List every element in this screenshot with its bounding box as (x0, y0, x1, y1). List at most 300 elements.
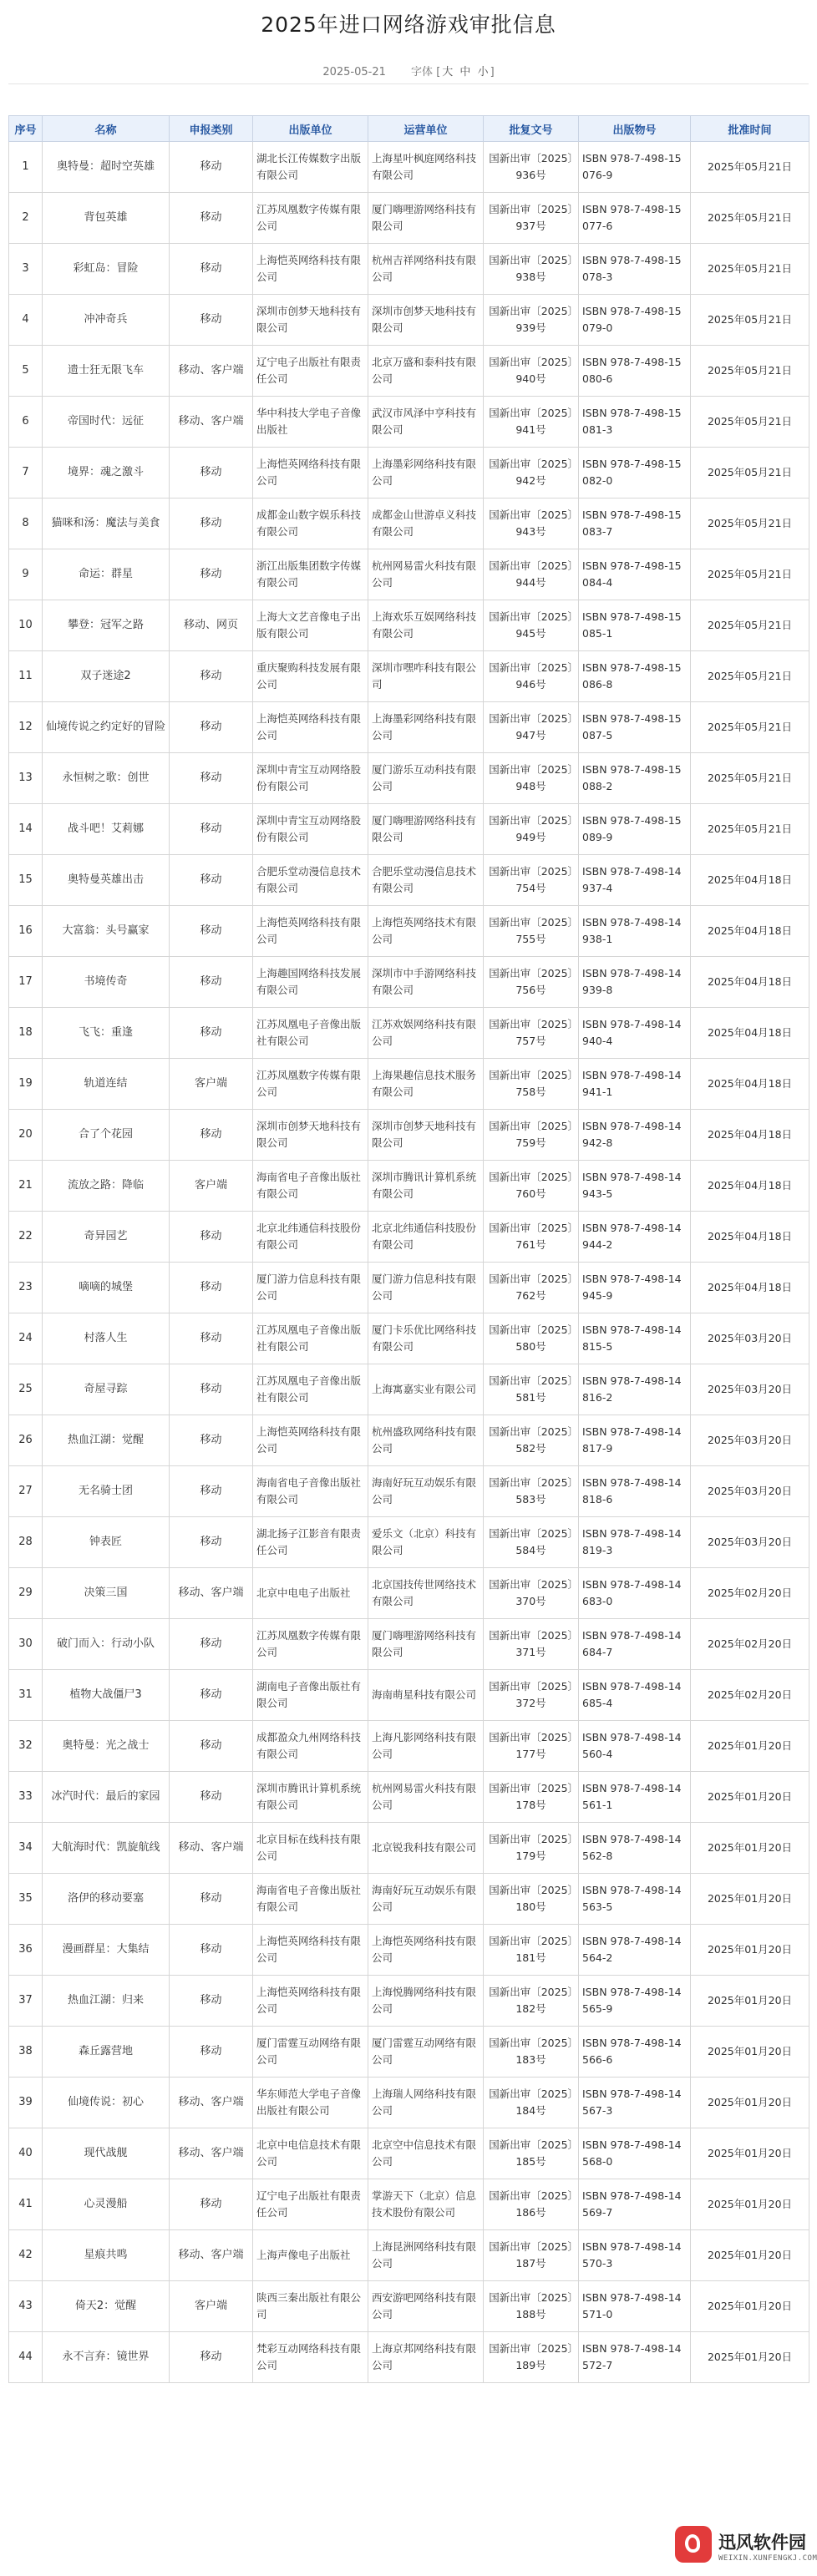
cell-publisher: 上海恺英网络科技有限公司 (253, 702, 368, 753)
cell-category: 移动 (170, 2027, 253, 2078)
cell-name: 奥特曼：光之战士 (43, 1721, 170, 1772)
cell-index: 29 (9, 1568, 43, 1619)
cell-publisher: 深圳中青宝互动网络股份有限公司 (253, 804, 368, 855)
cell-operator: 北京北纬通信科技股份有限公司 (368, 1212, 484, 1263)
cell-name: 飞飞：重逢 (43, 1008, 170, 1059)
cell-category: 移动 (170, 1721, 253, 1772)
cell-index: 15 (9, 855, 43, 906)
cell-category: 移动 (170, 1772, 253, 1823)
table-row (9, 448, 809, 498)
cell-category: 客户端 (170, 1161, 253, 1212)
cell-publisher: 湖北扬子江影音有限责任公司 (253, 1517, 368, 1568)
cell-approval-date: 2025年03月20日 (691, 1415, 809, 1466)
table-row (9, 651, 809, 702)
cell-isbn: ISBN 978-7-498-15079-0 (579, 295, 691, 346)
cell-category: 移动 (170, 906, 253, 957)
cell-approval-no: 国新出审〔2025〕943号 (484, 498, 579, 549)
cell-approval-no: 国新出审〔2025〕760号 (484, 1161, 579, 1212)
cell-approval-date: 2025年01月20日 (691, 2179, 809, 2230)
table-row (9, 1110, 809, 1161)
cell-isbn: ISBN 978-7-498-14816-2 (579, 1364, 691, 1415)
cell-approval-no: 国新出审〔2025〕371号 (484, 1619, 579, 1670)
cell-publisher: 深圳市创梦天地科技有限公司 (253, 1110, 368, 1161)
cell-index: 40 (9, 2128, 43, 2179)
cell-approval-date: 2025年01月20日 (691, 1976, 809, 2027)
cell-name: 冰汽时代：最后的家园 (43, 1772, 170, 1823)
cell-publisher: 海南省电子音像出版社有限公司 (253, 1466, 368, 1517)
cell-operator: 成都金山世游卓义科技有限公司 (368, 498, 484, 549)
cell-isbn: ISBN 978-7-498-14563-5 (579, 1874, 691, 1925)
cell-isbn: ISBN 978-7-498-14817-9 (579, 1415, 691, 1466)
cell-category: 移动 (170, 549, 253, 600)
cell-publisher: 厦门游力信息科技有限公司 (253, 1263, 368, 1313)
cell-isbn: ISBN 978-7-498-15082-0 (579, 448, 691, 498)
cell-approval-date: 2025年04月18日 (691, 1212, 809, 1263)
cell-approval-no: 国新出审〔2025〕942号 (484, 448, 579, 498)
cell-name: 永恒树之歌：创世 (43, 753, 170, 804)
cell-approval-date: 2025年01月20日 (691, 2230, 809, 2281)
cell-approval-no: 国新出审〔2025〕372号 (484, 1670, 579, 1721)
cell-publisher: 上海趣国网络科技发展有限公司 (253, 957, 368, 1008)
cell-isbn: ISBN 978-7-498-15089-9 (579, 804, 691, 855)
cell-publisher: 上海恺英网络科技有限公司 (253, 1976, 368, 2027)
header-col-category: 申报类别 (170, 116, 253, 142)
cell-approval-no: 国新出审〔2025〕181号 (484, 1925, 579, 1976)
cell-name: 仙境传说：初心 (43, 2078, 170, 2128)
cell-publisher: 深圳中青宝互动网络股份有限公司 (253, 753, 368, 804)
table-row (9, 855, 809, 906)
cell-approval-no: 国新出审〔2025〕177号 (484, 1721, 579, 1772)
cell-isbn: ISBN 978-7-498-15086-8 (579, 651, 691, 702)
cell-index: 17 (9, 957, 43, 1008)
cell-name: 双子迷途2 (43, 651, 170, 702)
table-row (9, 1670, 809, 1721)
cell-approval-date: 2025年04月18日 (691, 1161, 809, 1212)
cell-index: 30 (9, 1619, 43, 1670)
table-row (9, 193, 809, 244)
cell-approval-no: 国新出审〔2025〕762号 (484, 1263, 579, 1313)
cell-approval-no: 国新出审〔2025〕370号 (484, 1568, 579, 1619)
cell-approval-no: 国新出审〔2025〕580号 (484, 1313, 579, 1364)
font-size-large-button[interactable]: 大 (442, 66, 454, 78)
publish-date: 2025-05-21 (322, 66, 386, 78)
cell-category: 移动 (170, 498, 253, 549)
table-row (9, 1772, 809, 1823)
cell-category: 移动 (170, 1212, 253, 1263)
site-watermark (672, 2521, 817, 2574)
cell-isbn: ISBN 978-7-498-14566-6 (579, 2027, 691, 2078)
cell-approval-no: 国新出审〔2025〕180号 (484, 1874, 579, 1925)
cell-approval-no: 国新出审〔2025〕937号 (484, 193, 579, 244)
cell-name: 攀登：冠军之路 (43, 600, 170, 651)
table-row (9, 1313, 809, 1364)
header-col-approval-no: 批复文号 (484, 116, 579, 142)
cell-publisher: 北京北纬通信科技股份有限公司 (253, 1212, 368, 1263)
cell-index: 26 (9, 1415, 43, 1466)
cell-operator: 掌游天下（北京）信息技术股份有限公司 (368, 2179, 484, 2230)
cell-category: 移动 (170, 295, 253, 346)
cell-publisher: 深圳市腾讯计算机系统有限公司 (253, 1772, 368, 1823)
cell-approval-date: 2025年04月18日 (691, 855, 809, 906)
cell-approval-date: 2025年05月21日 (691, 702, 809, 753)
cell-index: 35 (9, 1874, 43, 1925)
cell-operator: 北京万盛和泰科技有限公司 (368, 346, 484, 397)
cell-name: 奇屋寻踪 (43, 1364, 170, 1415)
cell-operator: 厦门卡乐优比网络科技有限公司 (368, 1313, 484, 1364)
font-size-small-button[interactable]: 小 (477, 66, 489, 78)
cell-isbn: ISBN 978-7-498-14568-0 (579, 2128, 691, 2179)
cell-index: 6 (9, 397, 43, 448)
cell-index: 9 (9, 549, 43, 600)
cell-publisher: 深圳市创梦天地科技有限公司 (253, 295, 368, 346)
cell-category: 移动 (170, 1364, 253, 1415)
approval-table (8, 115, 809, 2383)
cell-isbn: ISBN 978-7-498-14560-4 (579, 1721, 691, 1772)
cell-category: 移动 (170, 1670, 253, 1721)
cell-index: 43 (9, 2281, 43, 2332)
cell-approval-no: 国新出审〔2025〕754号 (484, 855, 579, 906)
cell-category: 移动 (170, 448, 253, 498)
cell-approval-date: 2025年01月20日 (691, 2027, 809, 2078)
cell-name: 无名骑士团 (43, 1466, 170, 1517)
cell-name: 书境传奇 (43, 957, 170, 1008)
cell-publisher: 海南省电子音像出版社有限公司 (253, 1161, 368, 1212)
cell-index: 20 (9, 1110, 43, 1161)
cell-isbn: ISBN 978-7-498-15088-2 (579, 753, 691, 804)
table-row (9, 2332, 809, 2383)
cell-index: 3 (9, 244, 43, 295)
cell-category: 移动 (170, 1008, 253, 1059)
cell-index: 13 (9, 753, 43, 804)
cell-operator: 北京国技传世网络技术有限公司 (368, 1568, 484, 1619)
table-row (9, 142, 809, 193)
cell-name: 猫咪和汤：魔法与美食 (43, 498, 170, 549)
cell-category: 移动 (170, 1110, 253, 1161)
cell-category: 移动 (170, 753, 253, 804)
cell-operator: 杭州网易雷火科技有限公司 (368, 1772, 484, 1823)
table-header-row (9, 116, 809, 142)
cell-publisher: 成都金山数字娱乐科技有限公司 (253, 498, 368, 549)
cell-approval-no: 国新出审〔2025〕948号 (484, 753, 579, 804)
cell-publisher: 合肥乐堂动漫信息技术有限公司 (253, 855, 368, 906)
cell-publisher: 上海大文艺音像电子出版有限公司 (253, 600, 368, 651)
table-row (9, 957, 809, 1008)
cell-isbn: ISBN 978-7-498-15077-6 (579, 193, 691, 244)
cell-index: 44 (9, 2332, 43, 2383)
cell-approval-date: 2025年05月21日 (691, 193, 809, 244)
cell-isbn: ISBN 978-7-498-14683-0 (579, 1568, 691, 1619)
cell-category: 移动、客户端 (170, 2128, 253, 2179)
cell-publisher: 辽宁电子出版社有限责任公司 (253, 346, 368, 397)
cell-name: 钟表匠 (43, 1517, 170, 1568)
font-size-bracket-open: [ (436, 66, 441, 78)
table-row (9, 753, 809, 804)
font-size-label: 字体 (411, 66, 434, 78)
cell-index: 34 (9, 1823, 43, 1874)
cell-index: 25 (9, 1364, 43, 1415)
cell-name: 村落人生 (43, 1313, 170, 1364)
cell-approval-no: 国新出审〔2025〕186号 (484, 2179, 579, 2230)
cell-index: 41 (9, 2179, 43, 2230)
cell-index: 36 (9, 1925, 43, 1976)
cell-name: 仙境传说之约定好的冒险 (43, 702, 170, 753)
cell-category: 移动 (170, 957, 253, 1008)
cell-isbn: ISBN 978-7-498-14943-5 (579, 1161, 691, 1212)
table-row (9, 2128, 809, 2179)
cell-approval-no: 国新出审〔2025〕182号 (484, 1976, 579, 2027)
cell-operator: 厦门游力信息科技有限公司 (368, 1263, 484, 1313)
cell-category: 移动 (170, 193, 253, 244)
cell-operator: 深圳市中手游网络科技有限公司 (368, 957, 484, 1008)
cell-publisher: 华东师范大学电子音像出版社有限公司 (253, 2078, 368, 2128)
cell-approval-date: 2025年05月21日 (691, 600, 809, 651)
cell-category: 移动 (170, 244, 253, 295)
cell-publisher: 江苏凤凰电子音像出版社有限公司 (253, 1008, 368, 1059)
cell-approval-no: 国新出审〔2025〕188号 (484, 2281, 579, 2332)
cell-index: 33 (9, 1772, 43, 1823)
cell-approval-no: 国新出审〔2025〕939号 (484, 295, 579, 346)
cell-name: 流放之路：降临 (43, 1161, 170, 1212)
cell-name: 嘀嘀的城堡 (43, 1263, 170, 1313)
header-col-approval-date: 批准时间 (691, 116, 809, 142)
cell-isbn: ISBN 978-7-498-14818-6 (579, 1466, 691, 1517)
cell-isbn: ISBN 978-7-498-15081-3 (579, 397, 691, 448)
cell-publisher: 辽宁电子出版社有限责任公司 (253, 2179, 368, 2230)
cell-index: 24 (9, 1313, 43, 1364)
cell-name: 遗士狂无限飞车 (43, 346, 170, 397)
cell-approval-no: 国新出审〔2025〕938号 (484, 244, 579, 295)
cell-approval-no: 国新出审〔2025〕936号 (484, 142, 579, 193)
cell-operator: 厦门嗨哩游网络科技有限公司 (368, 193, 484, 244)
cell-publisher: 江苏凤凰数字传媒有限公司 (253, 193, 368, 244)
cell-index: 4 (9, 295, 43, 346)
cell-operator: 西安游吧网络科技有限公司 (368, 2281, 484, 2332)
cell-operator: 杭州吉祥网络科技有限公司 (368, 244, 484, 295)
cell-isbn: ISBN 978-7-498-14939-8 (579, 957, 691, 1008)
cell-approval-no: 国新出审〔2025〕189号 (484, 2332, 579, 2383)
cell-operator: 深圳市腾讯计算机系统有限公司 (368, 1161, 484, 1212)
cell-publisher: 海南省电子音像出版社有限公司 (253, 1874, 368, 1925)
cell-isbn: ISBN 978-7-498-14565-9 (579, 1976, 691, 2027)
cell-publisher: 湖南电子音像出版社有限公司 (253, 1670, 368, 1721)
cell-isbn: ISBN 978-7-498-14938-1 (579, 906, 691, 957)
cell-publisher: 江苏凤凰电子音像出版社有限公司 (253, 1313, 368, 1364)
cell-index: 42 (9, 2230, 43, 2281)
cell-approval-no: 国新出审〔2025〕949号 (484, 804, 579, 855)
cell-operator: 上海寓嘉实业有限公司 (368, 1364, 484, 1415)
header-col-isbn: 出版物号 (579, 116, 691, 142)
cell-category: 移动 (170, 2179, 253, 2230)
cell-category: 客户端 (170, 1059, 253, 1110)
table-row (9, 1161, 809, 1212)
cell-approval-no: 国新出审〔2025〕757号 (484, 1008, 579, 1059)
cell-operator: 上海果趣信息技术服务有限公司 (368, 1059, 484, 1110)
cell-approval-no: 国新出审〔2025〕583号 (484, 1466, 579, 1517)
cell-operator: 上海瑞人网络科技有限公司 (368, 2078, 484, 2128)
cell-approval-no: 国新出审〔2025〕187号 (484, 2230, 579, 2281)
header-col-index: 序号 (9, 116, 43, 142)
cell-index: 1 (9, 142, 43, 193)
cell-approval-no: 国新出审〔2025〕940号 (484, 346, 579, 397)
cell-publisher: 湖北长江传媒数字出版有限公司 (253, 142, 368, 193)
table-row (9, 804, 809, 855)
cell-publisher: 江苏凤凰数字传媒有限公司 (253, 1619, 368, 1670)
table-row (9, 1059, 809, 1110)
table-row (9, 1874, 809, 1925)
cell-name: 永不言弃：镜世界 (43, 2332, 170, 2383)
cell-index: 38 (9, 2027, 43, 2078)
cell-approval-date: 2025年05月21日 (691, 295, 809, 346)
cell-category: 移动 (170, 804, 253, 855)
cell-isbn: ISBN 978-7-498-14940-4 (579, 1008, 691, 1059)
cell-approval-date: 2025年04月18日 (691, 906, 809, 957)
cell-approval-no: 国新出审〔2025〕941号 (484, 397, 579, 448)
font-size-bracket-close: ] (490, 66, 495, 78)
cell-name: 现代战舰 (43, 2128, 170, 2179)
cell-name: 热血江湖：觉醒 (43, 1415, 170, 1466)
cell-approval-no: 国新出审〔2025〕183号 (484, 2027, 579, 2078)
font-size-medium-button[interactable]: 中 (459, 66, 471, 78)
cell-operator: 厦门嗨哩游网络科技有限公司 (368, 1619, 484, 1670)
cell-category: 移动、客户端 (170, 1823, 253, 1874)
cell-category: 移动、客户端 (170, 346, 253, 397)
cell-name: 背包英雄 (43, 193, 170, 244)
cell-index: 14 (9, 804, 43, 855)
cell-operator: 爱乐文（北京）科技有限公司 (368, 1517, 484, 1568)
cell-name: 破门而入：行动小队 (43, 1619, 170, 1670)
cell-approval-date: 2025年01月20日 (691, 2078, 809, 2128)
cell-index: 7 (9, 448, 43, 498)
cell-category: 移动、客户端 (170, 2078, 253, 2128)
table-row (9, 906, 809, 957)
cell-operator: 合肥乐堂动漫信息技术有限公司 (368, 855, 484, 906)
cell-index: 8 (9, 498, 43, 549)
table-row (9, 549, 809, 600)
cell-approval-no: 国新出审〔2025〕582号 (484, 1415, 579, 1466)
cell-isbn: ISBN 978-7-498-14937-4 (579, 855, 691, 906)
cell-approval-date: 2025年01月20日 (691, 1823, 809, 1874)
cell-operator: 厦门嗨哩游网络科技有限公司 (368, 804, 484, 855)
cell-approval-date: 2025年05月21日 (691, 397, 809, 448)
cell-index: 19 (9, 1059, 43, 1110)
cell-operator: 厦门游乐互动科技有限公司 (368, 753, 484, 804)
cell-name: 森丘露营地 (43, 2027, 170, 2078)
cell-category: 移动 (170, 1925, 253, 1976)
cell-isbn: ISBN 978-7-498-14944-2 (579, 1212, 691, 1263)
cell-isbn: ISBN 978-7-498-14685-4 (579, 1670, 691, 1721)
cell-isbn: ISBN 978-7-498-14570-3 (579, 2230, 691, 2281)
table-row (9, 2027, 809, 2078)
cell-operator: 深圳市创梦天地科技有限公司 (368, 295, 484, 346)
page-title: 2025年进口网络游戏审批信息 (261, 13, 556, 37)
cell-approval-no: 国新出审〔2025〕759号 (484, 1110, 579, 1161)
cell-index: 21 (9, 1161, 43, 1212)
cell-operator: 深圳市嘿咋科技有限公司 (368, 651, 484, 702)
cell-isbn: ISBN 978-7-498-14942-8 (579, 1110, 691, 1161)
cell-approval-date: 2025年01月20日 (691, 2128, 809, 2179)
cell-index: 37 (9, 1976, 43, 2027)
cell-approval-date: 2025年01月20日 (691, 1874, 809, 1925)
cell-operator: 上海墨彩网络科技有限公司 (368, 702, 484, 753)
cell-isbn: ISBN 978-7-498-15076-9 (579, 142, 691, 193)
cell-approval-no: 国新出审〔2025〕761号 (484, 1212, 579, 1263)
cell-approval-date: 2025年05月21日 (691, 346, 809, 397)
cell-operator: 上海京邦网络科技有限公司 (368, 2332, 484, 2383)
table-row (9, 1568, 809, 1619)
cell-name: 决策三国 (43, 1568, 170, 1619)
cell-publisher: 上海恺英网络科技有限公司 (253, 1415, 368, 1466)
cell-approval-no: 国新出审〔2025〕944号 (484, 549, 579, 600)
cell-publisher: 梵彩互动网络科技有限公司 (253, 2332, 368, 2383)
table-row (9, 2230, 809, 2281)
cell-publisher: 北京中电信息技术有限公司 (253, 2128, 368, 2179)
cell-category: 移动 (170, 1263, 253, 1313)
table-row (9, 346, 809, 397)
cell-approval-date: 2025年05月21日 (691, 142, 809, 193)
cell-approval-no: 国新出审〔2025〕947号 (484, 702, 579, 753)
cell-approval-date: 2025年01月20日 (691, 2332, 809, 2383)
cell-approval-date: 2025年05月21日 (691, 549, 809, 600)
cell-publisher: 陕西三秦出版社有限公司 (253, 2281, 368, 2332)
cell-name: 洛伊的移动要塞 (43, 1874, 170, 1925)
cell-index: 2 (9, 193, 43, 244)
cell-index: 11 (9, 651, 43, 702)
table-row (9, 2078, 809, 2128)
cell-name: 心灵漫船 (43, 2179, 170, 2230)
cell-index: 18 (9, 1008, 43, 1059)
watermark-brand: 迅风软件园 (718, 2533, 806, 2553)
cell-name: 大航海时代：凯旋航线 (43, 1823, 170, 1874)
table-row (9, 1925, 809, 1976)
cell-isbn: ISBN 978-7-498-15087-5 (579, 702, 691, 753)
cell-name: 大富翁：头号赢家 (43, 906, 170, 957)
table-row (9, 1212, 809, 1263)
cell-name: 合了个花园 (43, 1110, 170, 1161)
table-row (9, 702, 809, 753)
cell-name: 热血江湖：归来 (43, 1976, 170, 2027)
cell-isbn: ISBN 978-7-498-14941-1 (579, 1059, 691, 1110)
header-col-publisher: 出版单位 (253, 116, 368, 142)
cell-approval-date: 2025年01月20日 (691, 1772, 809, 1823)
cell-operator: 武汉市风泽中亨科技有限公司 (368, 397, 484, 448)
cell-approval-date: 2025年04月18日 (691, 957, 809, 1008)
cell-isbn: ISBN 978-7-498-14569-7 (579, 2179, 691, 2230)
cell-isbn: ISBN 978-7-498-14562-8 (579, 1823, 691, 1874)
cell-operator: 上海墨彩网络科技有限公司 (368, 448, 484, 498)
cell-approval-date: 2025年03月20日 (691, 1364, 809, 1415)
cell-approval-no: 国新出审〔2025〕945号 (484, 600, 579, 651)
cell-category: 移动 (170, 1976, 253, 2027)
cell-category: 移动 (170, 1466, 253, 1517)
cell-name: 倚天2：觉醒 (43, 2281, 170, 2332)
cell-publisher: 北京目标在线科技有限公司 (253, 1823, 368, 1874)
cell-index: 31 (9, 1670, 43, 1721)
cell-operator: 北京锐我科技有限公司 (368, 1823, 484, 1874)
cell-category: 移动 (170, 1517, 253, 1568)
table-row (9, 1619, 809, 1670)
cell-approval-date: 2025年05月21日 (691, 448, 809, 498)
cell-index: 32 (9, 1721, 43, 1772)
cell-approval-date: 2025年01月20日 (691, 1721, 809, 1772)
cell-index: 12 (9, 702, 43, 753)
cell-approval-date: 2025年05月21日 (691, 244, 809, 295)
cell-category: 移动 (170, 1874, 253, 1925)
cell-approval-date: 2025年02月20日 (691, 1670, 809, 1721)
cell-isbn: ISBN 978-7-498-15083-7 (579, 498, 691, 549)
cell-category: 移动、客户端 (170, 2230, 253, 2281)
cell-approval-date: 2025年05月21日 (691, 753, 809, 804)
cell-approval-no: 国新出审〔2025〕185号 (484, 2128, 579, 2179)
